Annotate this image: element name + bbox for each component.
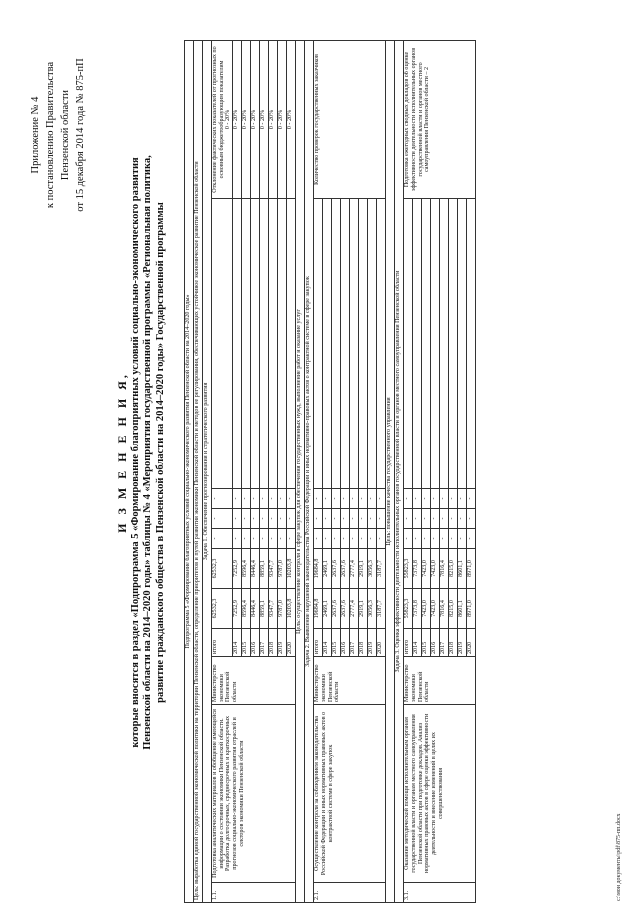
amount-cell: - — [431, 509, 440, 529]
amount-cell: - — [404, 509, 413, 529]
measure-executor: Министерство экономики Пензенской области — [404, 657, 476, 705]
amount-cell: - — [359, 489, 368, 509]
amount-cell: 9787,0 — [278, 589, 287, 629]
year-cell: итого — [314, 629, 323, 657]
blank-cell — [323, 199, 332, 489]
amount-cell: - — [212, 529, 233, 549]
task-row — [395, 40, 404, 902]
amount-cell: - — [341, 489, 350, 509]
year-cell: 2016 — [341, 629, 350, 657]
task-row — [305, 40, 314, 902]
amount-cell: 2637,6 — [341, 549, 350, 589]
title-line: развитие гражданского общества в Пензенской области на 2014–2020 годы» Государственной программы — [154, 202, 166, 703]
amount-cell: - — [422, 489, 431, 509]
indicator-value: 0 - 20% — [260, 40, 269, 198]
amount-cell: - — [233, 529, 242, 549]
amount-cell: - — [212, 509, 233, 529]
blank-cell — [440, 199, 449, 489]
amount-cell: - — [332, 489, 341, 509]
task-row-cell: Задача 2. Выявление нарушений законодательства Российской Федерации и иных нормативно-правовых актов о контрактной системе в сфере закупок — [305, 40, 314, 902]
measure-number: 2.1. — [314, 883, 386, 903]
measure-total-row — [314, 40, 323, 902]
indicator-value: 0 - 20% — [242, 40, 251, 198]
year-cell: 2019 — [458, 629, 467, 657]
amount-cell: - — [467, 489, 476, 509]
amount-cell: 19684,8 — [314, 589, 323, 629]
year-cell: 2018 — [449, 629, 458, 657]
amount-cell: - — [278, 529, 287, 549]
blank-cell — [368, 199, 377, 489]
amount-cell: - — [287, 489, 296, 509]
task-row-cell: Задача 1. Обеспечение прогнозирования и стратегического развития — [203, 40, 212, 902]
year-cell: 2017 — [350, 629, 359, 657]
goal-row — [386, 40, 395, 902]
amount-cell: - — [440, 529, 449, 549]
amount-cell: - — [422, 529, 431, 549]
amount-cell: 3056,3 — [368, 589, 377, 629]
amount-cell: - — [323, 509, 332, 529]
appendix-block — [28, 20, 88, 250]
amount-cell: 8971,0 — [467, 589, 476, 629]
amount-cell: - — [350, 509, 359, 529]
task-row — [203, 40, 212, 902]
indicator-value: 0 - 20% — [233, 40, 242, 198]
amount-cell: 8596,4 — [242, 549, 251, 589]
year-cell: 2014 — [233, 629, 242, 657]
appendix-line: от 15 декабря 2014 года № 875-пП — [75, 58, 86, 212]
amount-cell: 10203,8 — [287, 589, 296, 629]
amount-cell: 55823,3 — [404, 589, 413, 629]
indicator-value: 0 - 20% — [251, 40, 260, 198]
amount-cell: 8215,0 — [449, 589, 458, 629]
blank-cell — [359, 199, 368, 489]
amount-cell: - — [431, 529, 440, 549]
indicator-total-value: 0 - 20% — [225, 109, 232, 130]
amount-cell: 8596,4 — [242, 589, 251, 629]
amount-cell: 19684,8 — [314, 549, 323, 589]
document-title — [116, 0, 167, 905]
amount-cell: - — [269, 489, 278, 509]
amount-cell: - — [251, 509, 260, 529]
blank-cell — [251, 199, 260, 489]
amount-cell: 2919,1 — [359, 589, 368, 629]
year-cell: 2019 — [278, 629, 287, 657]
amount-cell: - — [440, 489, 449, 509]
blank-cell — [278, 199, 287, 489]
title-main: И З М Е Н Е Н И Я, — [115, 372, 129, 533]
appendix-line: Приложение № 4 — [30, 96, 41, 174]
amount-cell: 8446,4 — [251, 589, 260, 629]
measure-text: Оказание методической помощи исполнительным органам государственной власти и органам местного самоуправления Пензенской области при подготовке докладов. Анализ нормативных правовых актов в сфере оценки эффективности деятельности и внесение изменений в целях их совершенствования — [404, 705, 476, 883]
indicator-value: 0 - 20% — [269, 40, 278, 198]
amount-cell: - — [431, 489, 440, 509]
amount-cell: 2469,1 — [323, 549, 332, 589]
amount-cell: - — [314, 529, 323, 549]
amount-cell: 8215,0 — [449, 549, 458, 589]
blank-cell — [413, 199, 422, 489]
blank-cell — [233, 199, 242, 489]
amount-cell: - — [368, 509, 377, 529]
amount-cell: - — [404, 489, 413, 509]
amount-cell: 2637,6 — [341, 589, 350, 629]
amount-cell: - — [413, 529, 422, 549]
amount-cell: 7252,9 — [233, 589, 242, 629]
indicator-text — [212, 40, 233, 198]
blank-cell — [350, 199, 359, 489]
amount-cell: - — [314, 509, 323, 529]
blank-cell — [467, 199, 476, 489]
year-cell: 2017 — [440, 629, 449, 657]
amount-cell: - — [332, 529, 341, 549]
amount-cell: - — [278, 509, 287, 529]
goal-row — [194, 40, 203, 902]
amount-cell: 8601,1 — [458, 589, 467, 629]
year-cell: 2017 — [260, 629, 269, 657]
indicator-text: Количество проверок государственных заказчиков — [314, 40, 386, 198]
amount-cell: 3187,7 — [377, 549, 386, 589]
year-cell: 2014 — [323, 629, 332, 657]
amount-cell: 2637,6 — [332, 589, 341, 629]
amount-cell: - — [341, 509, 350, 529]
amount-cell: - — [404, 529, 413, 549]
title-line: которые вносятся в раздел «Подпрограмма 5 «Формирование благоприятных условий социально-экономического развития — [129, 157, 141, 748]
program-row — [185, 40, 194, 902]
amount-cell: - — [260, 529, 269, 549]
amount-cell: - — [467, 529, 476, 549]
amount-cell: - — [413, 489, 422, 509]
amount-cell: - — [350, 529, 359, 549]
goal-row-cell: Цель: осуществление контроля в сфере закупок для обеспечения государственных нужд, выполнение работ и оказание услуг — [296, 40, 305, 902]
amount-cell: - — [242, 489, 251, 509]
year-cell: 2020 — [467, 629, 476, 657]
amount-cell: 2777,4 — [350, 549, 359, 589]
measure-text: Осуществление контроля за соблюдением законодательства Российской Федерации и иных нормативных правовых актов о контрактной системе в сфере закупок — [314, 705, 386, 883]
year-cell: 2020 — [377, 629, 386, 657]
amount-cell: - — [251, 489, 260, 509]
goal-row — [296, 40, 305, 902]
blank-cell — [377, 199, 386, 489]
amount-cell: 9787,0 — [278, 549, 287, 589]
amount-cell: 10203,8 — [287, 549, 296, 589]
year-cell: итого — [404, 629, 413, 657]
amount-cell: 7423,0 — [422, 549, 431, 589]
blank-cell — [341, 199, 350, 489]
blank-cell — [332, 199, 341, 489]
year-cell: 2015 — [242, 629, 251, 657]
amount-cell: - — [251, 529, 260, 549]
amount-cell: - — [359, 529, 368, 549]
measure-number: 3.1. — [404, 883, 476, 903]
amount-cell: - — [332, 509, 341, 529]
amount-cell: - — [458, 529, 467, 549]
year-cell: итого — [212, 629, 233, 657]
amount-cell: - — [413, 509, 422, 529]
blank-cell — [449, 199, 458, 489]
indicator-value: 0 - 20% — [278, 40, 287, 198]
year-cell: 2018 — [359, 629, 368, 657]
title-line: Пензенской области на 2014–2020 годы» таблицы № 4 «Мероприятия государственной программы «Региональная политика, — [142, 155, 153, 750]
amount-cell: - — [242, 529, 251, 549]
amount-cell: - — [314, 489, 323, 509]
amount-cell: 8859,1 — [260, 549, 269, 589]
amount-cell: 62532,3 — [212, 549, 233, 589]
amount-cell: 7423,0 — [422, 589, 431, 629]
amount-cell: 7373,8 — [413, 589, 422, 629]
blank-cell — [314, 199, 323, 489]
amount-cell: 7423,0 — [431, 549, 440, 589]
amount-cell: 2469,1 — [323, 589, 332, 629]
measure-text: Подготовка аналитических материалов и обобщение имеющейся информации о состоянии экономики Пензенской области. Разработка долгосрочных, среднесрочных и краткосрочных прогнозов социально-экономического развития отраслей и секторов экономики Пензенской области — [212, 705, 296, 883]
task-row-cell: Задача 3. Оценка эффективности деятельности исполнительных органов государственной власти и органов местного самоуправления Пензенской области — [395, 40, 404, 902]
year-cell: 2016 — [251, 629, 260, 657]
amount-cell: 2777,4 — [350, 589, 359, 629]
program-row-cell: Подпрограмма 5 «Формирование благоприятных условий социально-экономического развития Пензенской области на 2014–2020 годы» — [185, 40, 194, 902]
amount-cell: 55823,3 — [404, 549, 413, 589]
blank-cell — [404, 199, 413, 489]
year-cell: 2018 — [269, 629, 278, 657]
amount-cell: - — [440, 509, 449, 529]
measure-number: 1.1. — [212, 883, 296, 903]
amount-cell: 2919,1 — [359, 549, 368, 589]
amount-cell: - — [467, 509, 476, 529]
amount-cell: 7373,8 — [413, 549, 422, 589]
amount-cell: 9347,7 — [269, 589, 278, 629]
amount-cell: - — [449, 489, 458, 509]
amount-cell: - — [287, 509, 296, 529]
amount-cell: 7252,9 — [233, 549, 242, 589]
indicator-text: Подготовка ежегодных сводных докладов об оценке эффективности деятельности исполнительных органов государственной власти и органов местного самоуправления Пензенской области – 2 — [404, 40, 476, 198]
goal-row-cell: Цель: повышение качества государственного управления — [386, 40, 395, 902]
blank-cell — [422, 199, 431, 489]
blank-cell — [242, 199, 251, 489]
indicator-value: 0 - 20% — [287, 40, 296, 198]
amount-cell: - — [323, 489, 332, 509]
amount-cell: 7423,0 — [431, 589, 440, 629]
amount-cell: 8859,1 — [260, 589, 269, 629]
amount-cell: 62532,3 — [212, 589, 233, 629]
amount-cell: - — [212, 489, 233, 509]
amount-cell: - — [458, 509, 467, 529]
amount-cell: - — [377, 509, 386, 529]
amount-cell: - — [269, 529, 278, 549]
amount-cell: - — [422, 509, 431, 529]
amount-cell: - — [449, 509, 458, 529]
year-cell: 2019 — [368, 629, 377, 657]
year-cell: 2015 — [422, 629, 431, 657]
amount-cell: - — [368, 529, 377, 549]
amount-cell: - — [377, 489, 386, 509]
amount-cell: 7816,4 — [440, 589, 449, 629]
amount-cell: - — [260, 509, 269, 529]
blank-cell — [260, 199, 269, 489]
amount-cell: - — [377, 529, 386, 549]
amount-cell: - — [323, 529, 332, 549]
goal-row-cell: Цель: выработка единой государственной экономической политики на территории Пензенской области, определение приоритетов и путей развития экономики Пензенской области и методов ее регулирования, обеспечивающих устойчивое экономическое развитие Пензенской области — [194, 40, 203, 902]
measures-table — [184, 40, 476, 903]
measure-total-row — [212, 40, 233, 902]
amount-cell: - — [242, 509, 251, 529]
amount-cell: 3187,7 — [377, 589, 386, 629]
amount-cell: - — [233, 509, 242, 529]
amount-cell: 7816,4 — [440, 549, 449, 589]
year-cell: 2015 — [332, 629, 341, 657]
measure-executor: Министерство экономики Пензенской области — [314, 657, 386, 705]
indicator-label: Отклонение фактических показателей от прогнозных по основным бюджетообразующим показателям — [212, 46, 225, 193]
blank-cell — [458, 199, 467, 489]
amount-cell: 8601,1 — [458, 549, 467, 589]
appendix-line: к постановлению Правительства — [45, 61, 56, 209]
amount-cell: 2637,6 — [332, 549, 341, 589]
amount-cell: 9347,7 — [269, 549, 278, 589]
blank-cell — [431, 199, 440, 489]
amount-cell: 8446,4 — [251, 549, 260, 589]
amount-cell: - — [350, 489, 359, 509]
appendix-line: Пензенской области — [60, 89, 71, 181]
measure-executor: Министерство экономики Пензенской области — [212, 657, 296, 705]
amount-cell: - — [260, 489, 269, 509]
blank-cell — [269, 199, 278, 489]
measure-total-row — [404, 40, 413, 902]
blank-cell — [212, 199, 233, 489]
amount-cell: - — [458, 489, 467, 509]
amount-cell: - — [449, 529, 458, 549]
amount-cell: 3056,3 — [368, 549, 377, 589]
year-cell: 2016 — [431, 629, 440, 657]
year-cell: 2020 — [287, 629, 296, 657]
amount-cell: - — [233, 489, 242, 509]
amount-cell: - — [269, 509, 278, 529]
blank-cell — [287, 199, 296, 489]
amount-cell: - — [287, 529, 296, 549]
amount-cell: - — [341, 529, 350, 549]
amount-cell: - — [278, 489, 287, 509]
amount-cell: - — [368, 489, 377, 509]
amount-cell: - — [359, 509, 368, 529]
amount-cell: 8971,0 — [467, 549, 476, 589]
file-path: c:\мои документы\pdf\875-пп.docx — [616, 813, 622, 901]
year-cell: 2014 — [413, 629, 422, 657]
